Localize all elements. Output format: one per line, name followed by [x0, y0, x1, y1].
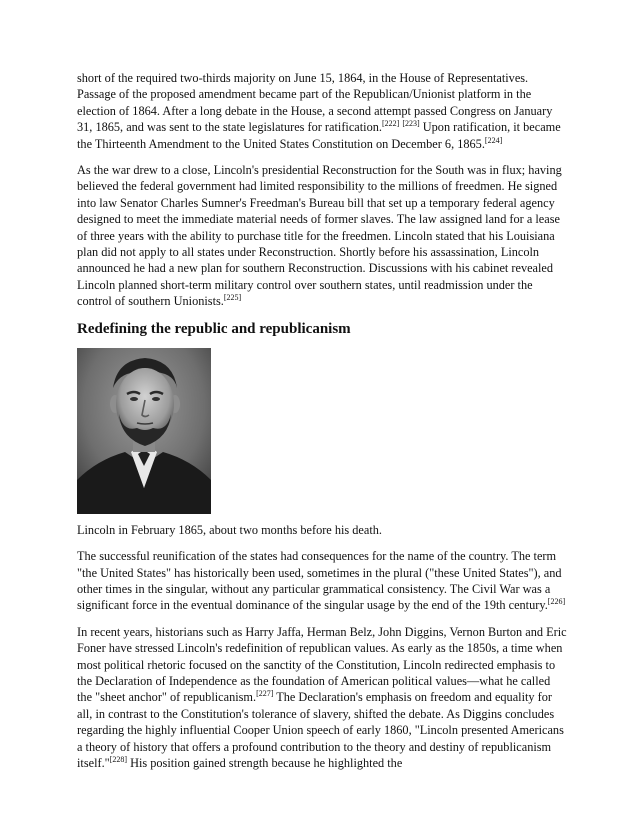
citation-228[interactable]: [228]: [109, 754, 128, 764]
paragraph-republican-values: In recent years, historians such as Harry Jaffa, Herman Belz, John Diggins, Vernon Burton and Eric Foner have stressed Lincoln's redefinition of republican values. As early as the 1850s, a time when most political rhetoric focused on the sanctity of the Constitution, Lincoln redirected emphasis to the Declaration of Independence as the foundation of American political values—what he called the "sheet anchor" of republicanism.[227] The Declaration's emphasis on freedom and equality for all, in contrast to the Constitution's tolerance of slavery, shifted the debate. As Diggins concludes regarding the highly influential Cooper Union speech of early 1860, "Lincoln presented Americans a theory of history that offers a profound contribution to the theory and destiny of republicanism itself."[228] His position gained strength because he highlighted the: [77, 624, 567, 770]
citation-223[interactable]: [223]: [402, 119, 420, 129]
section-heading: Redefining the republic and republicanism: [77, 320, 351, 337]
citation-227[interactable]: [227]: [256, 689, 274, 699]
citation-224[interactable]: [224]: [484, 135, 503, 145]
image-caption: Lincoln in February 1865, about two months before his death.: [77, 522, 382, 537]
lincoln-portrait-image: [77, 348, 211, 514]
article-body: [77, 70, 567, 781]
citation-225[interactable]: [225]: [223, 293, 242, 303]
citation-226[interactable]: [226]: [547, 597, 566, 607]
citation-222[interactable]: [222]: [381, 119, 400, 129]
paragraph-reunification: The successful reunification of the states had consequences for the name of the country. The term "the United States" has historically been used, sometimes in the plural ("these United States"), and other times in the singular, without any particular grammatical consistency. The Civil War was a significant force in the eventual dominance of the singular usage by the end of the 19th century.[226]: [77, 549, 566, 613]
paragraph-reconstruction: As the war drew to a close, Lincoln's presidential Reconstruction for the South was in flux; having believed the federal government had limited responsibility to the millions of freedmen. He signed into law Senator Charles Sumner's Freedman's Bureau bill that set up a temporary federal agency designed to meet the immediate material needs of former slaves. The law assigned land for a lease of three years with the ability to purchase title for the freedmen. Lincoln stated that his Louisiana plan did not apply to all states under Reconstruction. Shortly before his assassination, Lincoln announced he had a new plan for southern Reconstruction. Discussions with his cabinet revealed Lincoln planned short-term military control over southern states, until readmission under the control of southern Unionists.[225]: [77, 163, 562, 309]
paragraph-thirteenth-amendment: short of the required two-thirds majority on June 15, 1864, in the House of Representatives. Passage of the proposed amendment became part of the Republican/Unionist platform in the election of 1864. After a long debate in the House, a second attempt passed Congress on January 31, 1865, and was sent to the state legislatures for ratification.[222] [223] Upon ratification, it became the Thirteenth Amendment to the United States Constitution on December 6, 1865.[224]: [77, 71, 561, 151]
